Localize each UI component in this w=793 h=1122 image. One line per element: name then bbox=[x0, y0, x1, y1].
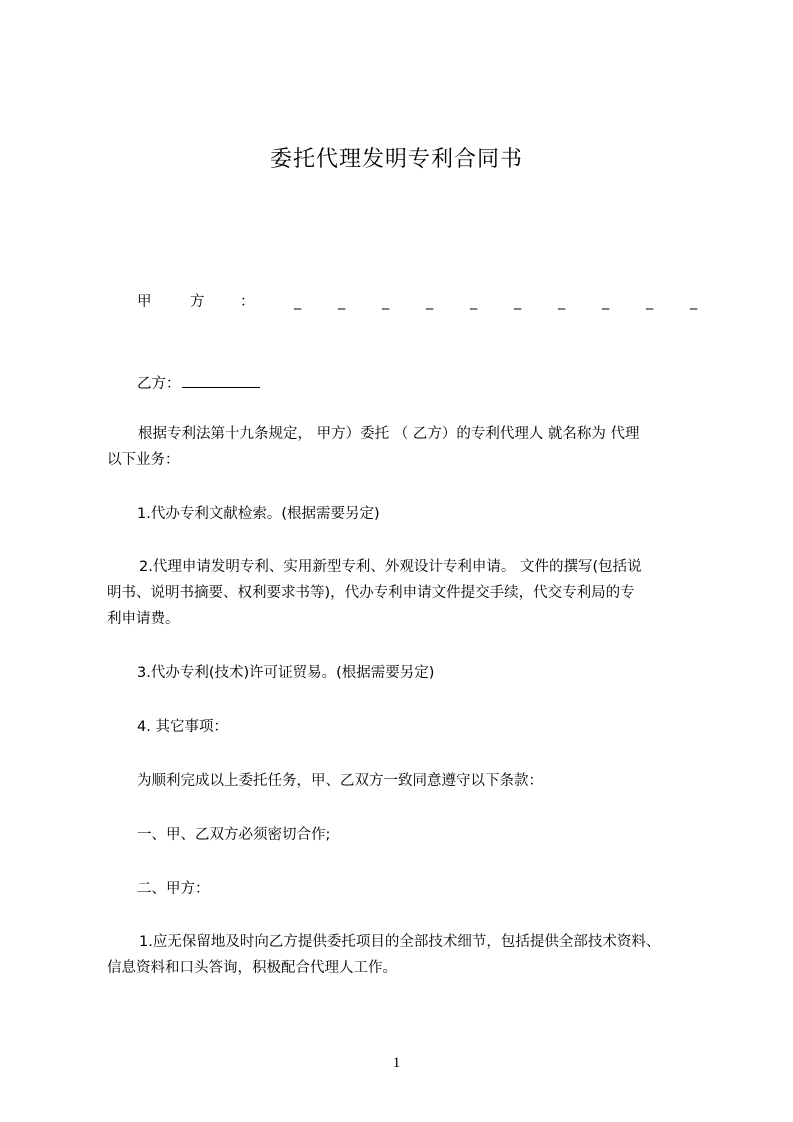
party-b-label: 乙方： bbox=[137, 376, 181, 392]
item-4: 4. 其它事项： bbox=[137, 719, 228, 735]
party-a-blank-dash: _ bbox=[514, 294, 522, 310]
party-b-line bbox=[137, 373, 260, 394]
party-a-blank-dash: _ bbox=[470, 294, 478, 310]
party-a-blank-dash: _ bbox=[602, 294, 610, 310]
party-a-blank-dash: _ bbox=[646, 294, 654, 310]
intro-line-2: 以下业务： bbox=[107, 452, 180, 468]
party-a-blank-dash: _ bbox=[558, 294, 566, 310]
agreement-line: 为顺利完成以上委托任务，甲、乙双方一致同意遵守以下条款： bbox=[137, 773, 543, 789]
item-2-line-3: 利申请费。 bbox=[107, 611, 180, 627]
intro-line-1: 根据专利法第十九条规定， 甲方）委托 （ 乙方）的专利代理人 就名称为 代理 bbox=[138, 426, 640, 442]
item-3: 3.代办专利(技术)许可证贸易。(根据需要另定) bbox=[137, 665, 435, 681]
party-a-blank-dash: _ bbox=[382, 294, 390, 310]
party-a-line bbox=[0, 292, 793, 314]
clause-2-heading: 二、甲方： bbox=[137, 881, 210, 897]
party-a-blank-dash: _ bbox=[294, 294, 302, 310]
item-1: 1.代办专利文献检索。(根据需要另定) bbox=[137, 506, 380, 522]
party-a-label-2: 方 bbox=[190, 294, 205, 310]
item-2-line-2: 明书、说明书摘要、权利要求书等)，代办专利申请文件提交手续，代交专利局的专 bbox=[107, 585, 635, 601]
party-a-blank-dash: _ bbox=[426, 294, 434, 310]
party-a-label-1: 甲 bbox=[137, 294, 152, 310]
clause-1: 一、甲、乙双方必须密切合作; bbox=[137, 827, 331, 843]
item-2-line-1: 2.代理申请发明专利、实用新型专利、外观设计专利申请。 文件的撰写(包括说 bbox=[139, 559, 642, 575]
party-a-blank-dash: _ bbox=[338, 294, 346, 310]
document-title: 委托代理发明专利合同书 bbox=[269, 147, 523, 172]
page-number: 1 bbox=[392, 1055, 401, 1071]
party-a-colon: ： bbox=[240, 294, 255, 310]
clause-2-item-1-line-1: 1.应无保留地及时向乙方提供委托项目的全部技术细节，包括提供全部技术资料、 bbox=[139, 934, 661, 950]
clause-2-item-1-line-2: 信息资料和口头答询，积极配合代理人工作。 bbox=[107, 960, 397, 976]
party-a-blank-dash: _ bbox=[690, 294, 698, 310]
party-b-blank bbox=[182, 373, 260, 388]
